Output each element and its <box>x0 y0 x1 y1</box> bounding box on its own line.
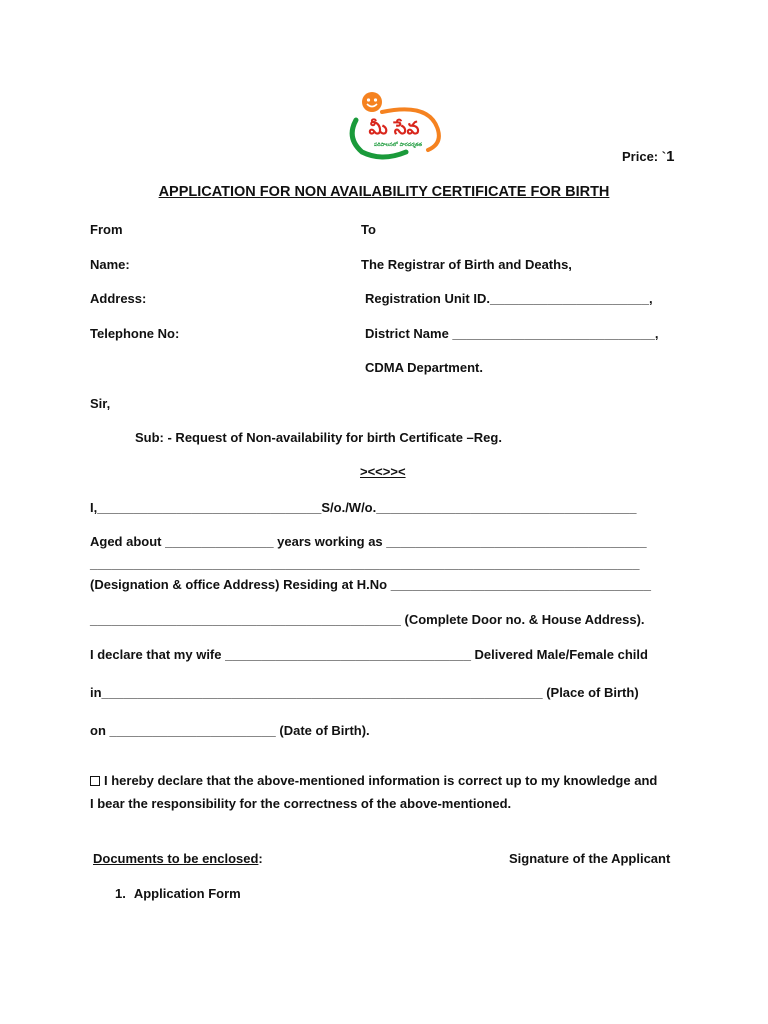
list-item-number: 1. <box>115 886 126 901</box>
documents-heading-text: Documents to be enclosed <box>93 851 259 866</box>
price-value: 1 <box>666 148 675 165</box>
body-line-house-address: ___________________________________________ (Complete Door no. & House Address). <box>90 612 645 627</box>
body-line-wife: I declare that my wife __________________________________ Delivered Male/Female child <box>90 647 648 662</box>
page-title: APPLICATION FOR NON AVAILABILITY CERTIFICATE FOR BIRTH <box>158 184 610 200</box>
address-label: Address: <box>90 291 147 306</box>
body-line-place-of-birth: in_____________________________________________________________ (Place of Birth) <box>90 685 639 700</box>
department-line: CDMA Department. <box>365 360 483 375</box>
from-label: From <box>90 222 123 237</box>
list-item <box>115 886 241 901</box>
price-label: Price: ` <box>622 149 667 164</box>
registration-unit-line: Registration Unit ID.______________________, <box>365 291 653 306</box>
body-line-age: Aged about _______________ years working as ____________________________________ <box>90 534 647 549</box>
price <box>622 148 674 165</box>
registrar-line: The Registrar of Birth and Deaths, <box>361 257 572 272</box>
body-line-designation: (Designation & office Address) Residing at H.No ____________________________________ <box>90 577 651 592</box>
body-line-blank: ____________________________________________________________________________ <box>90 556 640 571</box>
documents-heading <box>93 851 263 866</box>
separator: ><<>>< <box>360 464 406 479</box>
logo-script-text: మీ సేవ <box>368 118 420 139</box>
mee-seva-logo <box>342 90 446 162</box>
salutation: Sir, <box>90 396 111 411</box>
body-line-date-of-birth: on _______________________ (Date of Birth). <box>90 723 370 738</box>
logo-tagline: పరిపాలనలో పారదర్శకత <box>373 142 423 148</box>
to-label: To <box>361 222 376 237</box>
list-item-label: Application Form <box>133 886 241 901</box>
telephone-label: Telephone No: <box>90 326 180 341</box>
body-line-name: I,_______________________________S/o./W/o.____________________________________ <box>90 500 637 515</box>
name-label: Name: <box>90 257 130 272</box>
declaration-text-1: I hereby declare that the above-mentioned information is correct up to my knowledge and <box>104 773 658 788</box>
declaration-line-1 <box>90 773 657 788</box>
subject-line: Sub: - Request of Non-availability for birth Certificate –Reg. <box>135 430 502 445</box>
district-name-line: District Name ____________________________, <box>365 326 659 341</box>
logo-smiley <box>362 92 382 112</box>
declaration-checkbox[interactable] <box>90 776 100 786</box>
documents-heading-colon: : <box>258 851 263 866</box>
signature-label: Signature of the Applicant <box>509 851 671 866</box>
declaration-line-2: I bear the responsibility for the correctness of the above-mentioned. <box>90 796 512 811</box>
